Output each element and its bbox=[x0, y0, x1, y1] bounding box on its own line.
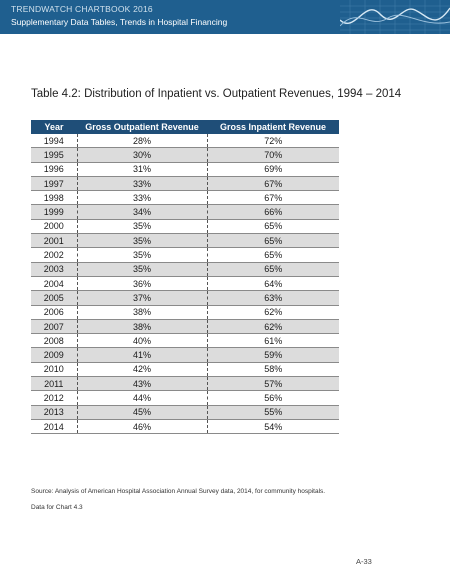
table-row bbox=[31, 291, 339, 305]
table-row bbox=[31, 276, 339, 290]
cell-year: 1996 bbox=[31, 162, 77, 176]
table-row bbox=[31, 148, 339, 162]
source-note: Source: Analysis of American Hospital Association Annual Survey data, 2014, for community hospitals. bbox=[31, 488, 326, 495]
cell-year: 2005 bbox=[31, 291, 77, 305]
cell-year: 2011 bbox=[31, 377, 77, 391]
column-header-inpatient: Gross Inpatient Revenue bbox=[207, 120, 339, 134]
cell-year: 2001 bbox=[31, 234, 77, 248]
cell-outpatient-revenue: 35% bbox=[77, 234, 207, 248]
table-row bbox=[31, 405, 339, 419]
table-row bbox=[31, 176, 339, 190]
cell-year: 2013 bbox=[31, 405, 77, 419]
cell-inpatient-revenue: 64% bbox=[207, 276, 339, 290]
cell-year: 2012 bbox=[31, 391, 77, 405]
table-row bbox=[31, 319, 339, 333]
cell-inpatient-revenue: 69% bbox=[207, 162, 339, 176]
cell-inpatient-revenue: 56% bbox=[207, 391, 339, 405]
table-row bbox=[31, 334, 339, 348]
cell-inpatient-revenue: 61% bbox=[207, 334, 339, 348]
cell-inpatient-revenue: 65% bbox=[207, 234, 339, 248]
cell-inpatient-revenue: 70% bbox=[207, 148, 339, 162]
cell-year: 1998 bbox=[31, 191, 77, 205]
cell-inpatient-revenue: 72% bbox=[207, 134, 339, 148]
cell-inpatient-revenue: 62% bbox=[207, 319, 339, 333]
table-row bbox=[31, 205, 339, 219]
table-row bbox=[31, 391, 339, 405]
section-subtitle: Supplementary Data Tables, Trends in Hospital Financing bbox=[11, 17, 228, 27]
cell-year: 2010 bbox=[31, 362, 77, 376]
cell-inpatient-revenue: 62% bbox=[207, 305, 339, 319]
cell-outpatient-revenue: 31% bbox=[77, 162, 207, 176]
cell-outpatient-revenue: 36% bbox=[77, 276, 207, 290]
cell-outpatient-revenue: 30% bbox=[77, 148, 207, 162]
cell-inpatient-revenue: 55% bbox=[207, 405, 339, 419]
cell-inpatient-revenue: 63% bbox=[207, 291, 339, 305]
table-title: Table 4.2: Distribution of Inpatient vs. Outpatient Revenues, 1994 – 2014 bbox=[31, 88, 402, 100]
cell-inpatient-revenue: 65% bbox=[207, 248, 339, 262]
cell-inpatient-revenue: 65% bbox=[207, 219, 339, 233]
cell-year: 2004 bbox=[31, 276, 77, 290]
cell-outpatient-revenue: 35% bbox=[77, 262, 207, 276]
table-row bbox=[31, 191, 339, 205]
cell-year: 1995 bbox=[31, 148, 77, 162]
cell-outpatient-revenue: 35% bbox=[77, 219, 207, 233]
cell-inpatient-revenue: 67% bbox=[207, 191, 339, 205]
table-row bbox=[31, 219, 339, 233]
table-row bbox=[31, 419, 339, 433]
revenue-distribution-table bbox=[31, 120, 339, 434]
table-row bbox=[31, 362, 339, 376]
table-header-row bbox=[31, 120, 339, 134]
cell-inpatient-revenue: 57% bbox=[207, 377, 339, 391]
cell-outpatient-revenue: 46% bbox=[77, 419, 207, 433]
table-row bbox=[31, 305, 339, 319]
cell-outpatient-revenue: 38% bbox=[77, 319, 207, 333]
cell-outpatient-revenue: 40% bbox=[77, 334, 207, 348]
cell-outpatient-revenue: 42% bbox=[77, 362, 207, 376]
decorative-wave-graphic bbox=[340, 0, 450, 34]
cell-outpatient-revenue: 45% bbox=[77, 405, 207, 419]
cell-inpatient-revenue: 66% bbox=[207, 205, 339, 219]
cell-inpatient-revenue: 67% bbox=[207, 176, 339, 190]
header-banner bbox=[0, 0, 450, 34]
cell-outpatient-revenue: 38% bbox=[77, 305, 207, 319]
page-number: A-33 bbox=[356, 557, 372, 566]
column-header-year: Year bbox=[31, 120, 77, 134]
cell-year: 1999 bbox=[31, 205, 77, 219]
cell-outpatient-revenue: 41% bbox=[77, 348, 207, 362]
cell-outpatient-revenue: 35% bbox=[77, 248, 207, 262]
table-body bbox=[31, 134, 339, 434]
cell-inpatient-revenue: 59% bbox=[207, 348, 339, 362]
cell-year: 1997 bbox=[31, 176, 77, 190]
column-header-outpatient: Gross Outpatient Revenue bbox=[77, 120, 207, 134]
table-row bbox=[31, 348, 339, 362]
chart-reference-note: Data for Chart 4.3 bbox=[31, 504, 83, 511]
table-row bbox=[31, 134, 339, 148]
cell-year: 2000 bbox=[31, 219, 77, 233]
table-row bbox=[31, 248, 339, 262]
cell-year: 2002 bbox=[31, 248, 77, 262]
cell-year: 2003 bbox=[31, 262, 77, 276]
table-row bbox=[31, 377, 339, 391]
table-row bbox=[31, 262, 339, 276]
cell-year: 2008 bbox=[31, 334, 77, 348]
cell-inpatient-revenue: 58% bbox=[207, 362, 339, 376]
cell-outpatient-revenue: 28% bbox=[77, 134, 207, 148]
cell-inpatient-revenue: 65% bbox=[207, 262, 339, 276]
table-row bbox=[31, 162, 339, 176]
chartbook-title: TRENDWATCH CHARTBOOK 2016 bbox=[11, 4, 153, 14]
cell-outpatient-revenue: 33% bbox=[77, 176, 207, 190]
cell-outpatient-revenue: 33% bbox=[77, 191, 207, 205]
cell-year: 1994 bbox=[31, 134, 77, 148]
cell-outpatient-revenue: 44% bbox=[77, 391, 207, 405]
cell-year: 2009 bbox=[31, 348, 77, 362]
cell-year: 2007 bbox=[31, 319, 77, 333]
cell-outpatient-revenue: 34% bbox=[77, 205, 207, 219]
cell-outpatient-revenue: 37% bbox=[77, 291, 207, 305]
cell-year: 2014 bbox=[31, 419, 77, 433]
cell-outpatient-revenue: 43% bbox=[77, 377, 207, 391]
table-row bbox=[31, 234, 339, 248]
cell-inpatient-revenue: 54% bbox=[207, 419, 339, 433]
cell-year: 2006 bbox=[31, 305, 77, 319]
